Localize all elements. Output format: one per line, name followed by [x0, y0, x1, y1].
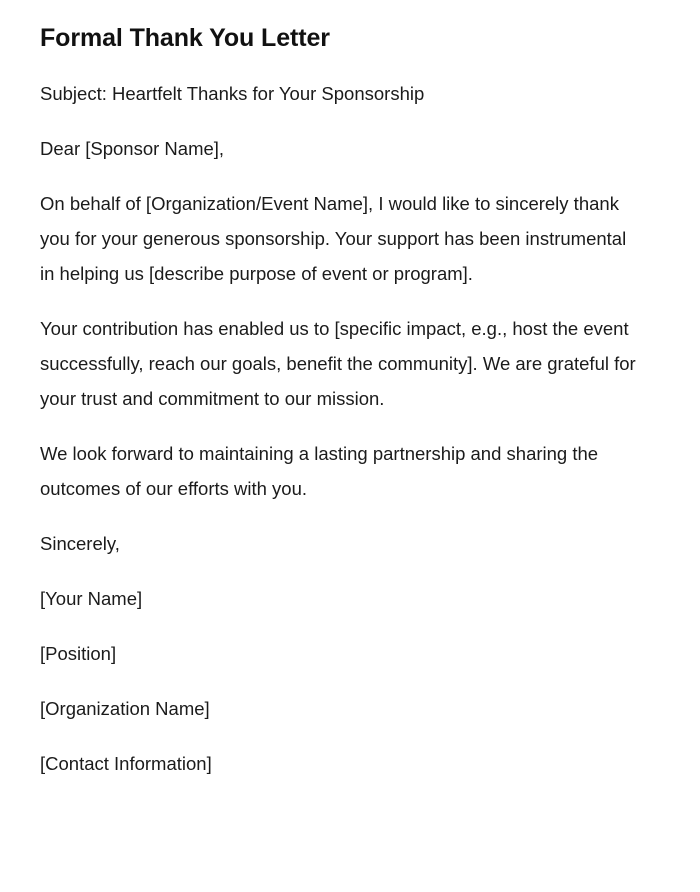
- signature-your-name: [Your Name]: [40, 588, 143, 609]
- body-paragraph-2: Your contribution has enabled us to [specific impact, e.g., host the event successfully, reach our goals, benefit the community]. We are grateful for your trust and commitment to our mission.: [40, 318, 636, 409]
- signature-organization-name: [Organization Name]: [40, 698, 210, 719]
- subject-line: Subject: Heartfelt Thanks for Your Sponsorship: [40, 83, 425, 104]
- page-title: Formal Thank You Letter: [40, 24, 330, 52]
- body-paragraph-3: We look forward to maintaining a lasting partnership and sharing the outcomes of our efforts with you.: [40, 443, 599, 499]
- body-paragraph-1: On behalf of [Organization/Event Name], I would like to sincerely thank you for your generous sponsorship. Your support has been instrumental in helping us [describe purpose of event or program].: [40, 193, 627, 284]
- salutation: Dear [Sponsor Name],: [40, 138, 225, 159]
- signature-position: [Position]: [40, 643, 117, 664]
- signature-contact-information: [Contact Information]: [40, 753, 212, 774]
- closing-line: Sincerely,: [40, 533, 120, 554]
